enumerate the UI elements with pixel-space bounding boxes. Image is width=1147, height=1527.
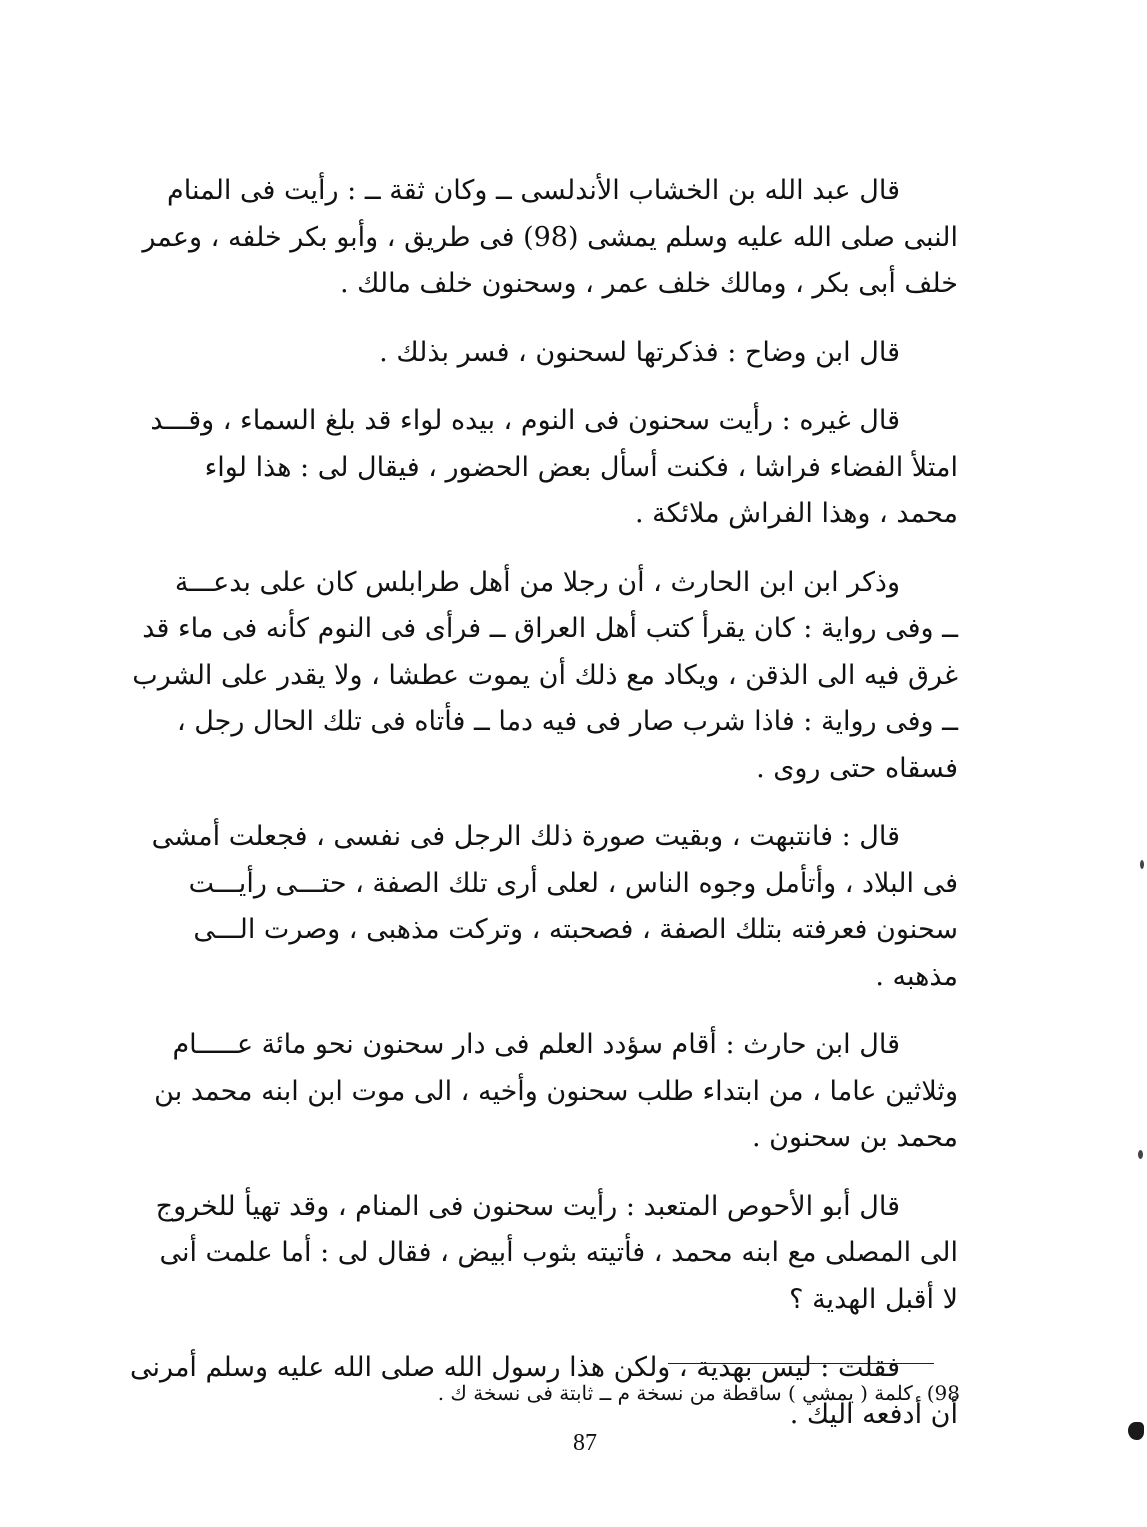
paragraph-1: [142, 168, 958, 308]
text-line: أن أدفعه اليك .: [789, 1398, 958, 1430]
text-line: قال ابن وضاح : فذكرتها لسحنون ، فسر بذلك .: [379, 336, 900, 368]
footnote: [330, 1378, 960, 1408]
text-line: فقلت : ليس بهدية ، ولكن هذا رسول الله صلى الله عليه وسلم أمرنى: [130, 1352, 900, 1383]
body-text: [130, 168, 958, 1438]
ink-speck: [1138, 1150, 1143, 1159]
ink-speck: [1140, 860, 1144, 869]
paragraph-5: [151, 814, 958, 1000]
page-number: 87: [573, 1430, 597, 1456]
text-line: امتلأ الفضاء فراشا ، فكنت أسأل بعض الحضور ، فيقال لى : هذا لواء: [204, 451, 958, 483]
text-line: قال : فانتبهت ، وبقيت صورة ذلك الرجل فى نفسى ، فجعلت أمشى: [151, 821, 900, 852]
text-line: ــ وفى رواية : فاذا شرب صار فى فيه دما ــ فأتاه فى تلك الحال رجل ،: [176, 706, 958, 737]
text-line: فى البلاد ، وأتأمل وجوه الناس ، لعلى أرى تلك الصفة ، حتـــى رأيـــت: [188, 867, 958, 899]
paragraph-2: [206, 330, 958, 377]
text-line: غرق فيه الى الذقن ، ويكاد مع ذلك أن يموت عطشا ، ولا يقدر على الشرب: [132, 659, 958, 691]
text-line: قال عبد الله بن الخشاب الأندلسى ــ وكان ثقة ــ : رأيت فى المنام: [167, 175, 900, 206]
paragraph-4: [132, 560, 958, 793]
paragraph-6: [154, 1022, 958, 1162]
text-line: قال ابن حارث : أقام سؤدد العلم فى دار سحنون نحو مائة عـــــام: [172, 1029, 900, 1060]
text-line: وثلاثين عاما ، من ابتداء طلب سحنون وأخيه ، الى موت ابن ابنه محمد بن: [154, 1075, 958, 1107]
text-line: سحنون فعرفته بتلك الصفة ، فصحبته ، وتركت مذهبى ، وصرت الـــى: [193, 914, 958, 945]
text-line: محمد بن سحنون .: [751, 1122, 958, 1153]
ink-smudge: [1128, 1422, 1144, 1440]
text-line: ــ وفى رواية : كان يقرأ كتب أهل العراق ــ فرأى فى النوم كأنه فى ماء قد: [142, 613, 958, 644]
footnote-text: كلمة ( يمشي ) ساقطة من نسخة م ــ ثابتة فى نسخة ك .: [437, 1381, 913, 1405]
text-line: قال أبو الأحوص المتعبد : رأيت سحنون فى المنام ، وقد تهيأ للخروج: [155, 1190, 900, 1222]
footnote-number: 98): [926, 1381, 960, 1405]
text-line: محمد ، وهذا الفراش ملائكة .: [634, 498, 958, 529]
text-line: وذكر ابن ابن الحارث ، أن رجلا من أهل طرابلس كان على بدعـــة: [174, 566, 900, 598]
text-line: الى المصلى مع ابنه محمد ، فأتيته بثوب أبيض ، فقال لى : أما علمت أنى: [159, 1237, 958, 1268]
text-line: خلف أبى بكر ، ومالك خلف عمر ، وسحنون خلف مالك .: [339, 268, 958, 299]
footnote-divider: [668, 1363, 934, 1364]
text-line: مذهبه .: [875, 960, 958, 992]
text-line: النبى صلى الله عليه وسلم يمشى (98) فى طريق ، وأبو بكر خلفه ، وعمر: [142, 221, 958, 253]
paragraph-7: [155, 1184, 958, 1324]
text-line: فسقاه حتى روى .: [756, 752, 958, 784]
paragraph-3: [150, 398, 958, 538]
text-line: لا أقبل الهدية ؟: [789, 1283, 958, 1315]
text-line: قال غيره : رأيت سحنون فى النوم ، بيده لواء قد بلغ السماء ، وقـــد: [150, 405, 900, 436]
